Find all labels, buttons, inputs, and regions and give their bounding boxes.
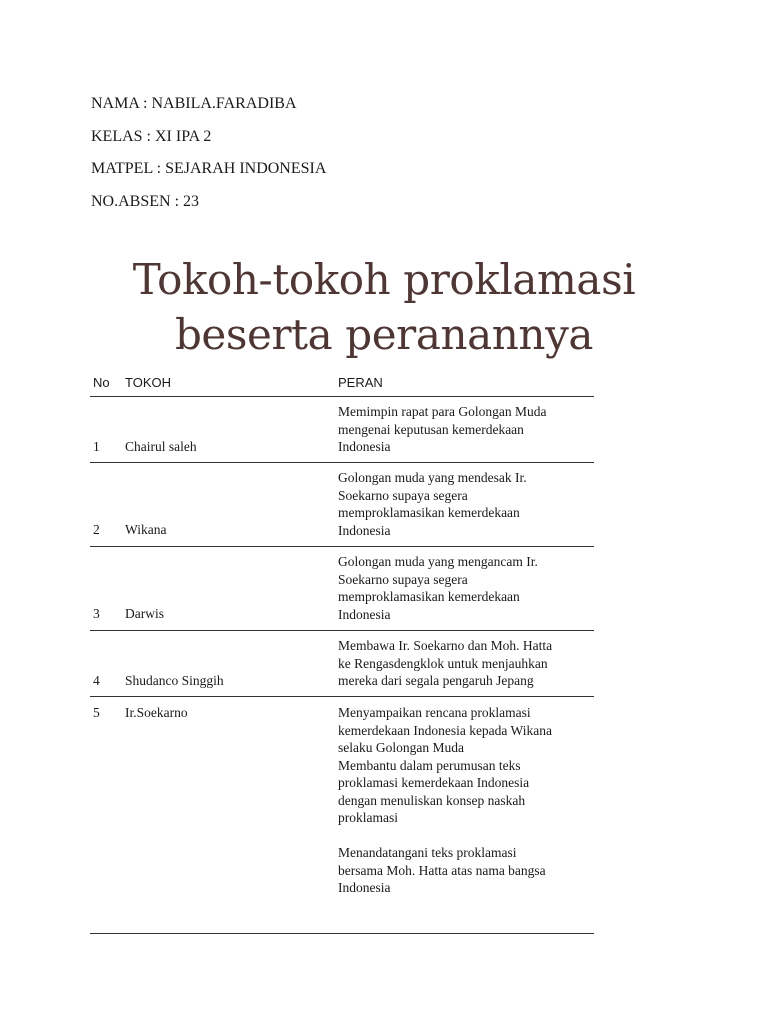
page-title (0, 252, 768, 362)
role-line: Indonesia (338, 880, 391, 895)
role-line: Memimpin rapat para Golongan Muda (338, 404, 547, 419)
student-class: KELAS : XI IPA 2 (91, 128, 212, 145)
role-line: Indonesia (338, 439, 391, 454)
table-row (90, 547, 594, 631)
role-line: memproklamasikan kemerdekaan (338, 589, 520, 604)
figure-name: Darwis (125, 606, 164, 621)
role-line: kemerdekaan Indonesia kepada Wikana (338, 722, 552, 738)
role-line: Golongan muda yang mendesak Ir. (338, 470, 527, 485)
role-cell (338, 553, 594, 623)
role-line: Golongan muda yang mengancam Ir. (338, 554, 538, 569)
role-line: Soekarno supaya segera (338, 487, 468, 503)
role-cell (338, 704, 594, 897)
table-header (90, 370, 594, 397)
role-line: dengan menuliskan konsep naskah (338, 792, 526, 808)
title-line-2: beserta peranannya (174, 310, 594, 359)
attendance-number: NO.ABSEN : 23 (91, 193, 200, 210)
role-line: selaku Golongan Muda (338, 740, 464, 755)
subject: MATPEL : SEJARAH INDONESIA (91, 160, 327, 177)
role-line: bersama Moh. Hatta atas nama bangsa (338, 862, 546, 878)
role-line: Soekarno supaya segera (338, 571, 468, 587)
role-line: memproklamasikan kemerdekaan (338, 505, 520, 520)
role-cell (338, 637, 594, 690)
role-line: mengenai keputusan kemerdekaan (338, 421, 524, 437)
role-line: Membawa Ir. Soekarno dan Moh. Hatta (338, 638, 553, 653)
figure-name: Ir.Soekarno (125, 705, 188, 720)
row-number: 5 (93, 705, 100, 720)
role-line: ke Rengasdengklok untuk menjauhkan (338, 655, 548, 671)
figure-name: Shudanco Singgih (125, 673, 224, 688)
role-line: proklamasi (338, 810, 398, 825)
figure-name: Wikana (125, 522, 167, 537)
header-no: No (93, 375, 110, 390)
student-name: NAMA : NABILA.FARADIBA (91, 95, 297, 112)
table-row (90, 631, 594, 697)
figure-name: Chairul saleh (125, 439, 197, 454)
figures-table (90, 370, 594, 934)
role-cell (338, 469, 594, 539)
role-line: Membantu dalam perumusan teks (338, 757, 521, 773)
role-line: proklamasi kemerdekaan Indonesia (338, 775, 530, 790)
table-row (90, 697, 594, 934)
role-line: Menandatangani teks proklamasi (338, 845, 517, 860)
role-line: Indonesia (338, 522, 391, 538)
header-peran: PERAN (338, 375, 383, 390)
role-cell (338, 403, 594, 456)
row-number: 3 (93, 606, 100, 621)
table-row (90, 463, 594, 547)
row-number: 2 (93, 522, 100, 537)
role-line: mereka dari segala pengaruh Jepang (338, 673, 534, 688)
header-tokoh: TOKOH (125, 375, 171, 390)
row-number: 1 (93, 439, 100, 454)
row-number: 4 (93, 673, 100, 688)
role-line: Indonesia (338, 606, 391, 622)
role-line: Menyampaikan rencana proklamasi (338, 705, 531, 720)
table-row (90, 397, 594, 463)
title-line-1: Tokoh-tokoh proklamasi (132, 255, 636, 304)
